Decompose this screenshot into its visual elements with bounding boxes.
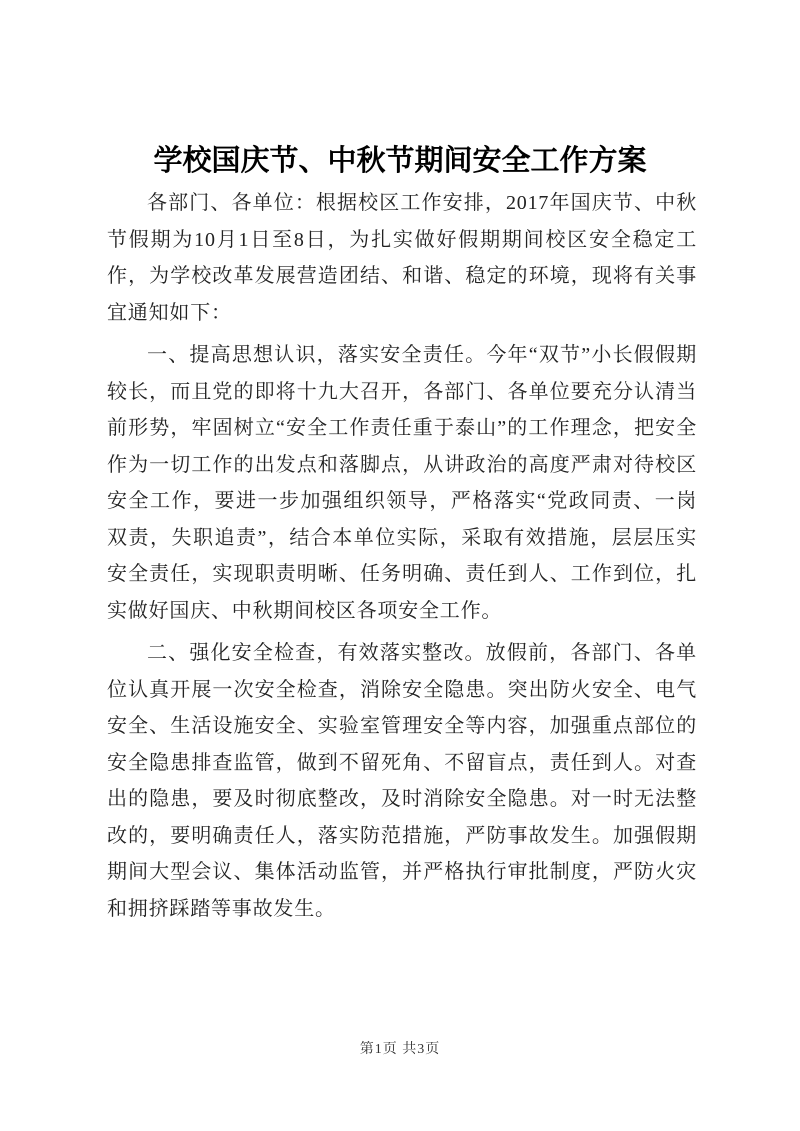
page-number-footer: 第1页 共3页 (359, 1042, 441, 1057)
paragraph-section-2: 二、强化安全检查，有效落实整改。放假前，各部门、各单位认真开展一次安全检查，消除安全隐患。突出防火安全、电气安全、生活设施安全、实验室管理安全等内容，加强重点部位的安全隐患排查监管，做到不留死角、不留盲点，责任到人。对查出的隐患，要及时彻底整改，及时消除安全隐患。对一时无法整改的，要明确责任人，落实防范措施，严防事故发生。加强假期期间大型会议、集体活动监管，并严格执行审批制度，严防火灾和拥挤踩踏等事故发生。 (107, 642, 697, 920)
document-title: 学校国庆节、中秋节期间安全工作方案 (153, 143, 647, 177)
paragraph-section-1: 一、提高思想认识，落实安全责任。今年“双节”小长假假期较长，而且党的即将十九大召开，各部门、各单位要充分认清当前形势，牢固树立“安全工作责任重于泰山”的工作理念，把安全作为一切工作的出发点和落脚点，从讲政治的高度严肃对待校区安全工作，要进一步加强组织领导，严格落实“党政同责、一岗双责，失职追责”，结合本单位实际，采取有效措施，层层压实安全责任，实现职责明晰、任务明确、责任到人、工作到位，扎实做好国庆、中秋期间校区各项安全工作。 (107, 344, 697, 622)
paragraph-intro: 各部门、各单位：根据校区工作安排，2017年国庆节、中秋节假期为10月1日至8日，为扎实做好假期期间校区安全稳定工作，为学校改革发展营造团结、和谐、稳定的环境，现将有关事宜通知如下： (107, 192, 697, 324)
document-body (107, 185, 697, 933)
